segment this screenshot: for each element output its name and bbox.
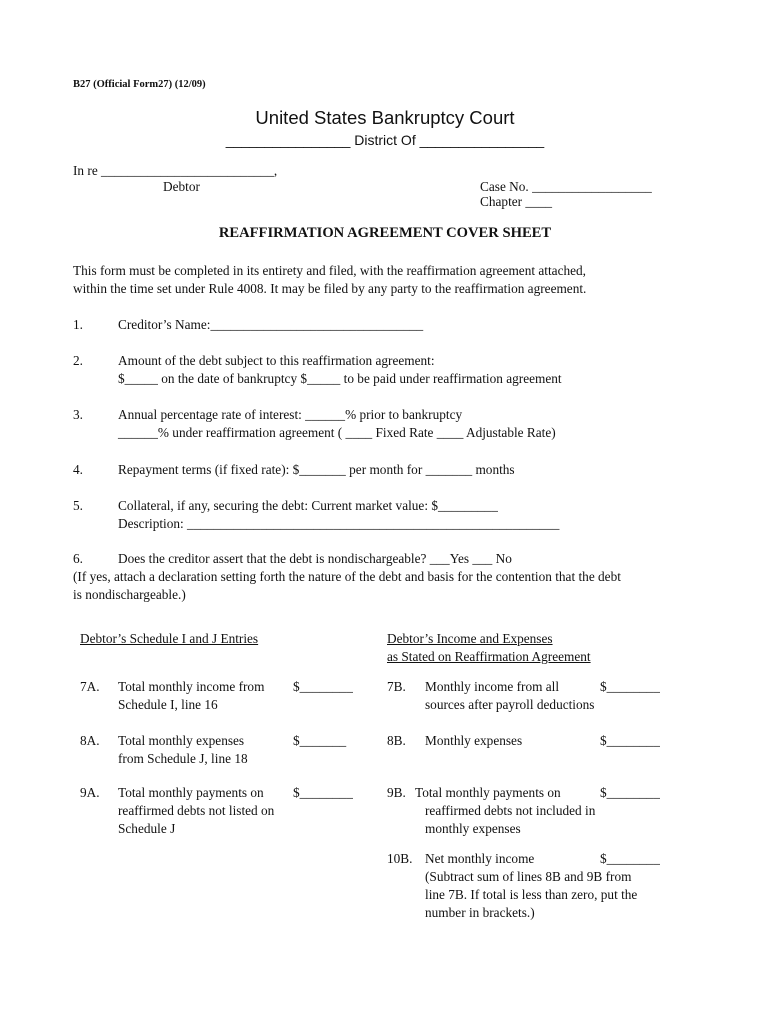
line-9a-amount: $________: [293, 785, 353, 800]
debt-amount-label: Amount of the debt subject to this reaffirmation agreement:: [118, 353, 435, 368]
item-5-number: 5.: [73, 498, 83, 513]
item-2-number: 2.: [73, 353, 83, 368]
in-re-line: In re __________________________,: [73, 163, 278, 178]
line-9b-amount: $________: [600, 785, 660, 800]
income-expenses-heading-1: Debtor’s Income and Expenses: [387, 631, 553, 646]
line-7a-label-2: Schedule I, line 16: [118, 697, 218, 712]
apr-line-1: Annual percentage rate of interest: ______% prior to bankruptcy: [118, 407, 463, 422]
line-9a-label-2: reaffirmed debts not listed on: [118, 803, 275, 818]
form-identifier: B27 (Official Form27) (12/09): [73, 79, 206, 90]
line-8b-amount: $________: [600, 733, 660, 748]
line-9a-label-3: Schedule J: [118, 821, 176, 836]
line-10b-label-1: Net monthly income: [425, 851, 535, 866]
line-8a-label-2: from Schedule J, line 18: [118, 751, 248, 766]
line-7b-number: 7B.: [387, 679, 406, 694]
nondischargeable-question: Does the creditor assert that the debt is nondischargeable? ___Yes ___ No: [118, 551, 512, 566]
line-7a-label-1: Total monthly income from: [118, 679, 265, 694]
line-10b-number: 10B.: [387, 851, 413, 866]
repayment-terms: Repayment terms (if fixed rate): $_______ per month for _______ months: [118, 462, 515, 477]
chapter-number: Chapter ____: [480, 194, 553, 209]
line-8b-number: 8B.: [387, 733, 406, 748]
intro-line-1: This form must be completed in its entirety and filed, with the reaffirmation agreement attached,: [73, 263, 586, 278]
line-9a-number: 9A.: [80, 785, 100, 800]
nondischargeable-note-1: (If yes, attach a declaration setting forth the nature of the debt and basis for the contention that the debt: [73, 569, 621, 584]
line-10b-amount: $________: [600, 851, 660, 866]
case-number: Case No. __________________: [480, 179, 652, 194]
line-7a-amount: $________: [293, 679, 353, 694]
line-7a-number: 7A.: [80, 679, 100, 694]
apr-line-2: ______% under reaffirmation agreement ( ____ Fixed Rate ____ Adjustable Rate): [118, 425, 556, 440]
item-1-number: 1.: [73, 317, 83, 332]
debt-amount-values: $_____ on the date of bankruptcy $_____ to be paid under reaffirmation agreement: [118, 371, 562, 386]
line-10b-label-4: number in brackets.): [425, 905, 535, 920]
court-title: United States Bankruptcy Court: [255, 107, 515, 128]
line-9b-label-2: reaffirmed debts not included in: [425, 803, 596, 818]
cover-sheet-title: REAFFIRMATION AGREEMENT COVER SHEET: [218, 225, 552, 241]
line-9b-label-1: Total monthly payments on: [415, 785, 561, 800]
item-4-number: 4.: [73, 462, 83, 477]
collateral-description: Description: ________________________________________________________: [118, 516, 560, 531]
line-9b-number: 9B.: [387, 785, 406, 800]
line-9b-label-3: monthly expenses: [425, 821, 521, 836]
creditor-name: Creditor’s Name:________________________________: [118, 317, 424, 332]
item-3-number: 3.: [73, 407, 83, 422]
line-10b-label-2: (Subtract sum of lines 8B and 9B from: [425, 869, 632, 884]
district-line: ________________ District Of ________________: [225, 132, 545, 148]
debtor-label: Debtor: [163, 179, 200, 194]
nondischargeable-note-2: is nondischargeable.): [73, 587, 186, 602]
line-8a-number: 8A.: [80, 733, 100, 748]
line-10b-label-3: line 7B. If total is less than zero, put the: [425, 887, 638, 902]
collateral-value: Collateral, if any, securing the debt: Current market value: $_________: [118, 498, 498, 513]
line-9a-label-1: Total monthly payments on: [118, 785, 264, 800]
income-expenses-heading-2: as Stated on Reaffirmation Agreement: [387, 649, 591, 664]
line-7b-amount: $________: [600, 679, 660, 694]
line-8a-label-1: Total monthly expenses: [118, 733, 245, 748]
item-6-number: 6.: [73, 551, 83, 566]
line-7b-label-2: sources after payroll deductions: [425, 697, 595, 712]
intro-line-2: within the time set under Rule 4008. It may be filed by any party to the reaffirmation agreement.: [73, 281, 587, 296]
schedule-ij-heading: Debtor’s Schedule I and J Entries: [80, 631, 259, 646]
line-8a-amount: $_______: [293, 733, 347, 748]
line-7b-label-1: Monthly income from all: [425, 679, 560, 694]
line-8b-label-1: Monthly expenses: [425, 733, 523, 748]
